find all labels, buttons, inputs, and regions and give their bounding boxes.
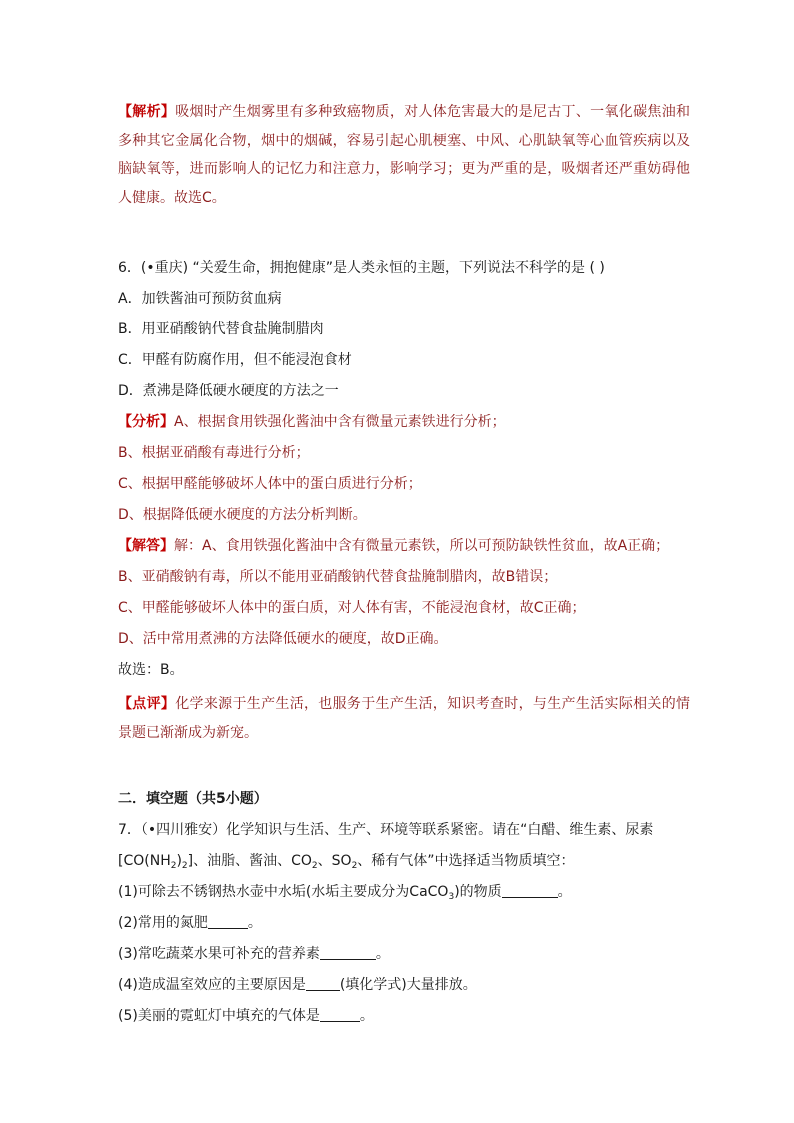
comment-tag: 【点评】: [118, 696, 176, 712]
analysis-tag: 【分析】: [118, 414, 174, 430]
answer-line-4: D、活中常用煮沸的方法降低硬水的硬度，故D正确。: [118, 631, 448, 647]
answer-blank-4[interactable]: [306, 976, 340, 991]
analysis-line-2: B、根据亚硝酸有毒进行分析；: [118, 445, 310, 461]
question-7-stem-line-2: $[CO(NH_2)_2]$、油脂、酱油、$CO_2$、$SO_2$、稀有气体”中选择适当物质填空：: [118, 853, 575, 871]
analysis-line-1: 【分析】A、根据食用铁强化酱油中含有微量元素铁进行分析；: [118, 414, 506, 430]
analysis-line-3: C、根据甲醛能够破坏人体中的蛋白质进行分析；: [118, 476, 422, 492]
answer-line-2: B、亚硝酸钠有毒，所以不能用亚硝酸钠代替食盐腌制腊肉，故B错误；: [118, 569, 558, 585]
explanation-text: 吸烟时产生烟雾里有多种致癌物质，对人体危害最大的是尼古丁、一氧化碳焦油和多种其它金属化合物，烟中的烟碱，容易引起心肌梗塞、中风、心肌缺氧等心血管疾病以及脑缺氧等，进而影响人的记忆力和注意力，影响学习；更为严重的是，吸烟者还严重妨碍他人健康。故选C。: [118, 104, 691, 206]
section-2-title: 二．填空题（共5小题）: [118, 791, 268, 807]
comment-paragraph: [118, 690, 690, 747]
answer-line-3: C、甲醛能够破坏人体中的蛋白质，对人体有害，不能浸泡食材，故C正确；: [118, 600, 586, 616]
answer-blank-2[interactable]: [208, 914, 248, 929]
question-6-option-b: B．用亚硝酸钠代替食盐腌制腊肉: [118, 321, 324, 337]
explanation-paragraph: [118, 98, 690, 212]
answer-blank-5[interactable]: [320, 1007, 360, 1022]
question-6-option-d: D．煮沸是降低硬水硬度的方法之一: [118, 383, 339, 399]
question-6-option-c: C．甲醛有防腐作用，但不能浸泡食材: [118, 352, 352, 368]
question-6-stem: 6．(•重庆) “关爱生命，拥抱健康”是人类永恒的主题，下列说法不科学的是 ( ): [118, 260, 605, 276]
question-7-part-4: (4)造成温室效应的主要原因是 (填化学式)大量排放。: [118, 977, 477, 993]
answer-choice: 故选：B。: [118, 662, 184, 678]
explanation-tag: 【解析】: [118, 104, 176, 120]
question-7-part-3: (3)常吃蔬菜水果可补充的营养素 。: [118, 946, 390, 962]
answer-blank-3[interactable]: [320, 945, 376, 960]
question-7-part-5: (5)美丽的霓虹灯中填充的气体是 。: [118, 1008, 374, 1024]
answer-blank-1[interactable]: [502, 883, 558, 898]
question-7-part-2: (2)常用的氮肥 。: [118, 915, 262, 931]
question-7-stem-line-1: 7．（•四川雅安）化学知识与生活、生产、环境等联系紧密。请在“白醋、维生素、尿素: [118, 822, 654, 838]
answer-tag: 【解答】: [118, 538, 174, 554]
question-7-part-1: (1)可除去不锈钢热水壶中水垢(水垢主要成分为CaCO$_3$)的物质 。: [118, 884, 572, 902]
question-6-option-a: A．加铁酱油可预防贫血病: [118, 291, 282, 307]
analysis-line-4: D、根据降低硬水硬度的方法分析判断。: [118, 507, 367, 523]
answer-line-1: 【解答】解：A、食用铁强化酱油中含有微量元素铁，所以可预防缺铁性贫血，故A正确；: [118, 538, 670, 554]
comment-text: 化学来源于生产生活，也服务于生产生活，知识考查时，与生产生活实际相关的情景题已渐渐成为新宠。: [118, 696, 691, 741]
